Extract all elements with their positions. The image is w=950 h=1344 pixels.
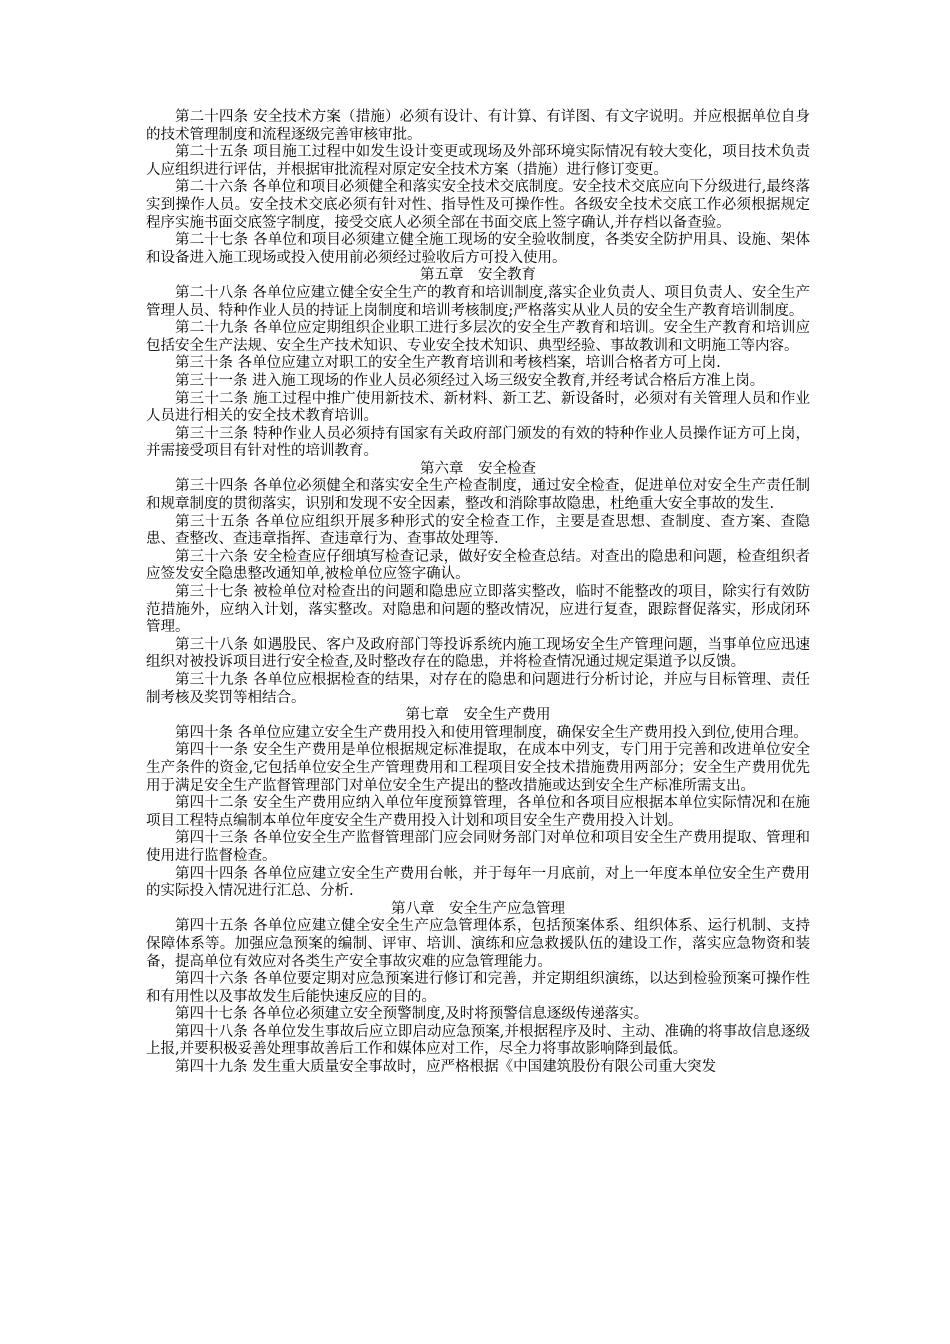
article-paragraph: 第二十九条 各单位应定期组织企业职工进行多层次的安全生产教育和培训。安全生产教育和培训应包括安全生产法规、安全生产技术知识、专业安全技术知识、典型经验、事故教训和文明施工等内容。 [146, 320, 810, 354]
article-paragraph: 第四十八条 各单位发生事故后应立即启动应急预案,并根据程序及时、主动、准确的将事故信息逐级上报,并要积极妥善处理事故善后工作和媒体应对工作，尽全力将事故影响降到最低。 [146, 1023, 810, 1058]
article-paragraph: 第二十四条 安全技术方案（措施）必须有设计、有计算、有详图、有文字说明。并应根据单位自身的技术管理制度和流程逐级完善审核审批。 [146, 109, 810, 143]
chapter-heading: 第七章 安全生产费用 [405, 707, 551, 724]
article-paragraph: 第三十二条 施工过程中推广使用新技术、新材料、新工艺、新设备时，必须对有关管理人员和作业人员进行相关的安全技术教育培训。 [146, 390, 810, 425]
article-paragraph: 第四十六条 各单位要定期对应急预案进行修订和完善，并定期组织演练，以达到检验预案可操作性和有用性以及事故发生后能快速反应的目的。 [146, 971, 810, 1005]
document-body [146, 109, 810, 1077]
article-paragraph: 第二十六条 各单位和项目必须健全和落实安全技术交底制度。安全技术交底应向下分级进行,最终落实到操作人员。安全技术交底必须有针对性、指导性及可操作性。各级安全技术交底工作必须根据规定程序实施书面交底签字制度，接受交底人必须全部在书面交底上签字确认,并存档以备查验。 [146, 179, 810, 231]
article-paragraph: 第四十二条 安全生产费用应纳入单位年度预算管理，各单位和各项目应根据本单位实际情况和在施项目工程特点编制本单位年度安全生产费用投入计划和项目安全生产费用投入计划。 [146, 795, 810, 829]
article-paragraph: 第三十九条 各单位应根据检查的结果，对存在的隐患和问题进行分析讨论，并应与目标管理、责任制考核及奖罚等相结合。 [146, 672, 810, 706]
article-paragraph: 第四十一条 安全生产费用是单位根据规定标准提取，在成本中列支，专门用于完善和改进单位安全生产条件的资金,它包括单位安全生产管理费用和工程项目安全技术措施费用两部分；安全生产费用优先用于满足安全生产监督管理部门对单位安全生产提出的整改措施或达到安全生产标准所需支出。 [146, 742, 810, 794]
article-paragraph: 第四十七条 各单位必须建立安全预警制度,及时将预警信息逐级传递落实。 [175, 1006, 649, 1023]
article-paragraph: 第四十三条 各单位安全生产监督管理部门应会同财务部门对单位和项目安全生产费用提取、管理和使用进行监督检查。 [146, 830, 810, 864]
article-paragraph: 第二十七条 各单位和项目必须建立健全施工现场的安全验收制度，各类安全防护用具、设施、架体和设备进入施工现场或投入使用前必须经过验收后方可投入使用。 [146, 232, 810, 266]
chapter-heading: 第六章 安全检查 [420, 460, 536, 477]
article-paragraph: 第四十九条 发生重大质量安全事故时，应严格根据《中国建筑股份有限公司重大突发 [175, 1059, 717, 1076]
article-paragraph: 第三十四条 各单位必须健全和落实安全生产检查制度，通过安全检查，促进单位对安全生产责任制和规章制度的贯彻落实，识别和发现不安全因素，整改和消除事故隐患，杜绝重大安全事故的发生. [146, 478, 810, 513]
article-paragraph: 第三十七条 被检单位对检查出的问题和隐患应立即落实整改，临时不能整改的项目，除实行有效防范措施外，应纳入计划，落实整改。对隐患和问题的整改情况，应进行复查，跟踪督促落实，形成闭环管理。 [146, 584, 810, 636]
article-paragraph: 第四十五条 各单位应建立健全安全生产应急管理体系，包括预案体系、组织体系、运行机制、支持保障体系等。加强应急预案的编制、评审、培训、演练和应急救援队伍的建设工作，落实应急物资和装备，提高单位有效应对各类生产安全事故灾难的应急管理能力。 [146, 918, 810, 970]
article-paragraph: 第三十条 各单位应建立对职工的安全生产教育培训和考核档案，培训合格者方可上岗. [175, 355, 721, 372]
article-paragraph: 第二十八条 各单位应建立健全安全生产的教育和培训制度,落实企业负责人、项目负责人、安全生产管理人员、特种作业人员的持证上岗制度和培训考核制度;严格落实从业人员的安全生产教育培训制度。 [146, 284, 810, 319]
article-paragraph: 第四十条 各单位应建立安全生产费用投入和使用管理制度，确保安全生产费用投入到位,使用合理。 [175, 724, 808, 741]
article-paragraph: 第二十五条 项目施工过程中如发生设计变更或现场及外部环境实际情况有较大变化，项目技术负责人应组织进行评估，并根据审批流程对原定安全技术方案（措施）进行修订变更。 [146, 144, 810, 178]
article-paragraph: 第三十一条 进入施工现场的作业人员必须经过入场三级安全教育,并经考试合格后方准上岗。 [175, 372, 765, 389]
chapter-heading: 第八章 安全生产应急管理 [391, 900, 565, 917]
article-paragraph: 第三十六条 安全检查应仔细填写检查记录，做好安全检查总结。对查出的隐患和问题，检查组织者应签发安全隐患整改通知单,被检单位应签字确认。 [146, 548, 810, 583]
article-paragraph: 第三十五条 各单位应组织开展多种形式的安全检查工作，主要是查思想、查制度、查方案、查隐患、查整改、查违章指挥、查违章行为、查事故处理等. [146, 513, 810, 548]
chapter-heading: 第五章 安全教育 [420, 267, 536, 284]
article-paragraph: 第三十三条 特种作业人员必须持有国家有关政府部门颁发的有效的特种作业人员操作证方可上岗，并需接受项目有针对性的培训教育。 [146, 425, 810, 460]
article-paragraph: 第三十八条 如遇股民、客户及政府部门等投诉系统内施工现场安全生产管理问题，当事单位应迅速组织对被投诉项目进行安全检查,及时整改存在的隐患，并将检查情况通过规定渠道予以反馈。 [146, 636, 810, 671]
article-paragraph: 第四十四条 各单位应建立安全生产费用台帐，并于每年一月底前，对上一年度本单位安全生产费用的实际投入情况进行汇总、分析. [146, 865, 810, 900]
